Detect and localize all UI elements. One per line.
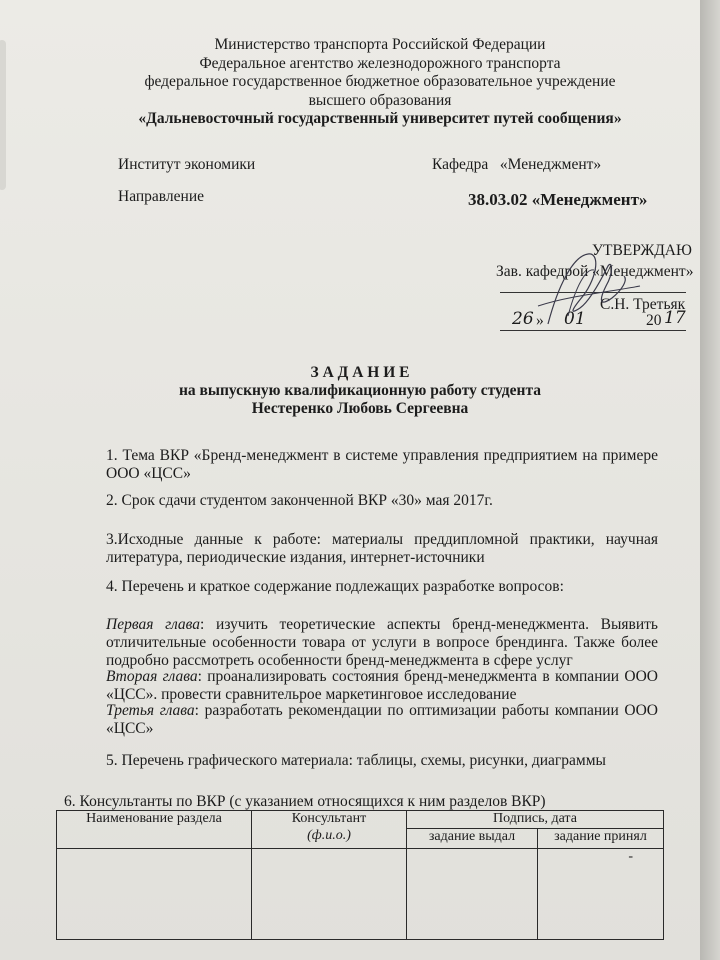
department-value: «Менеджмент» xyxy=(499,156,602,173)
approval-year-suffix: 17 xyxy=(664,308,686,328)
title-student: Нестеренко Любовь Сергеевна xyxy=(251,400,469,417)
approval-year-prefix: 20 xyxy=(646,312,662,329)
title-main: З А Д А Н И Е xyxy=(310,364,410,381)
table-cell-issued[interactable] xyxy=(407,849,538,940)
approval-day: 26 xyxy=(512,309,534,329)
chapter-3 xyxy=(106,702,658,738)
institute-name: Институт экономики xyxy=(118,156,256,173)
item-topic: 1. Тема ВКР «Бренд-менеджмент в системе управления предприятием на примере ООО «ЦСС» xyxy=(106,447,658,482)
item-graphics: 5. Перечень графического материала: таблицы, схемы, рисунки, диаграммы xyxy=(106,752,606,769)
background-edge xyxy=(700,0,720,960)
consultants-table xyxy=(56,810,664,940)
chapter-1 xyxy=(106,616,658,670)
header-agency: Федеральное агентство железнодорожного транспорта xyxy=(199,54,561,72)
table-row xyxy=(57,849,664,940)
direction-label: Направление xyxy=(118,188,204,205)
department-row xyxy=(432,156,601,174)
table-header-row xyxy=(57,811,664,829)
approval-approve: УТВЕРЖДАЮ xyxy=(592,242,692,259)
header-university: «Дальневосточный государственный университет путей сообщения» xyxy=(138,110,622,127)
header-education-level: высшего образования xyxy=(308,91,452,109)
table-cell-consultant[interactable] xyxy=(252,849,407,940)
col-signature-header: Подпись, дата xyxy=(407,811,664,829)
item-questions-list: 4. Перечень и краткое содержание подлежащих разработке вопросов: xyxy=(106,578,564,595)
page-binding-edge xyxy=(0,40,6,190)
handwritten-signature xyxy=(528,246,648,336)
item-deadline: 2. Срок сдачи студентом законченной ВКР «30» мая 2017г. xyxy=(106,492,493,509)
header-ministry: Министерство транспорта Российской Федерации xyxy=(214,36,546,53)
item-consultants: 6. Консультанты по ВКР (с указанием относящихся к ним разделов ВКР) xyxy=(64,793,546,810)
title-subtitle: на выпускную квалификационную работу студента xyxy=(178,382,542,399)
table-cell-accepted[interactable]: - xyxy=(538,849,664,940)
approval-quote: » xyxy=(536,312,544,329)
item-source-data: 3.Исходные данные к работе: материалы преддипломной практики, научная литература, периодические издания, интернет-источники xyxy=(106,531,658,566)
col-section-header: Наименование раздела xyxy=(57,811,252,849)
col-consultant-sub: (ф.и.о.) xyxy=(307,828,351,843)
approval-month: 01 xyxy=(564,309,586,329)
header-institution-type: федеральное государственное бюджетное образовательное учреждение xyxy=(144,73,616,90)
table-cell-section[interactable] xyxy=(57,849,252,940)
direction-value: 38.03.02 «Менеджмент» xyxy=(468,190,648,209)
approval-name: С.Н. Третьяк xyxy=(600,296,686,313)
chapter-2 xyxy=(106,668,658,704)
department-label: Кафедра xyxy=(432,156,489,173)
chapter-2-text: : проанализировать состояния бренд-менеджмента в компании ООО «ЦСС». провести сравнительрое маркетинговое исследование xyxy=(106,668,659,703)
chapter-1-text: : изучить теоретические аспекты бренд-менеджмента. Выявить отличительные особенности товара от услуги в вопросе брендинга. Также более подробно рассмотреть особенности бренд-менеджмента в сфере услуг xyxy=(106,616,658,669)
chapter-3-label: Третья глава xyxy=(106,702,195,719)
chapter-1-label: Первая глава xyxy=(106,616,201,633)
chapter-3-text: : разработать рекомендации по оптимизации работы компании ООО «ЦСС» xyxy=(106,702,658,737)
approval-head: Зав. кафедрой «Менеджмент» xyxy=(496,263,694,280)
col-consultant-header xyxy=(252,811,407,849)
header-block xyxy=(120,36,640,129)
chapter-2-label: Вторая глава xyxy=(106,668,198,685)
col-consultant-title: Консультант xyxy=(291,811,367,826)
col-accepted-header: задание принял xyxy=(538,829,664,849)
col-issued-header: задание выдал xyxy=(407,829,538,849)
